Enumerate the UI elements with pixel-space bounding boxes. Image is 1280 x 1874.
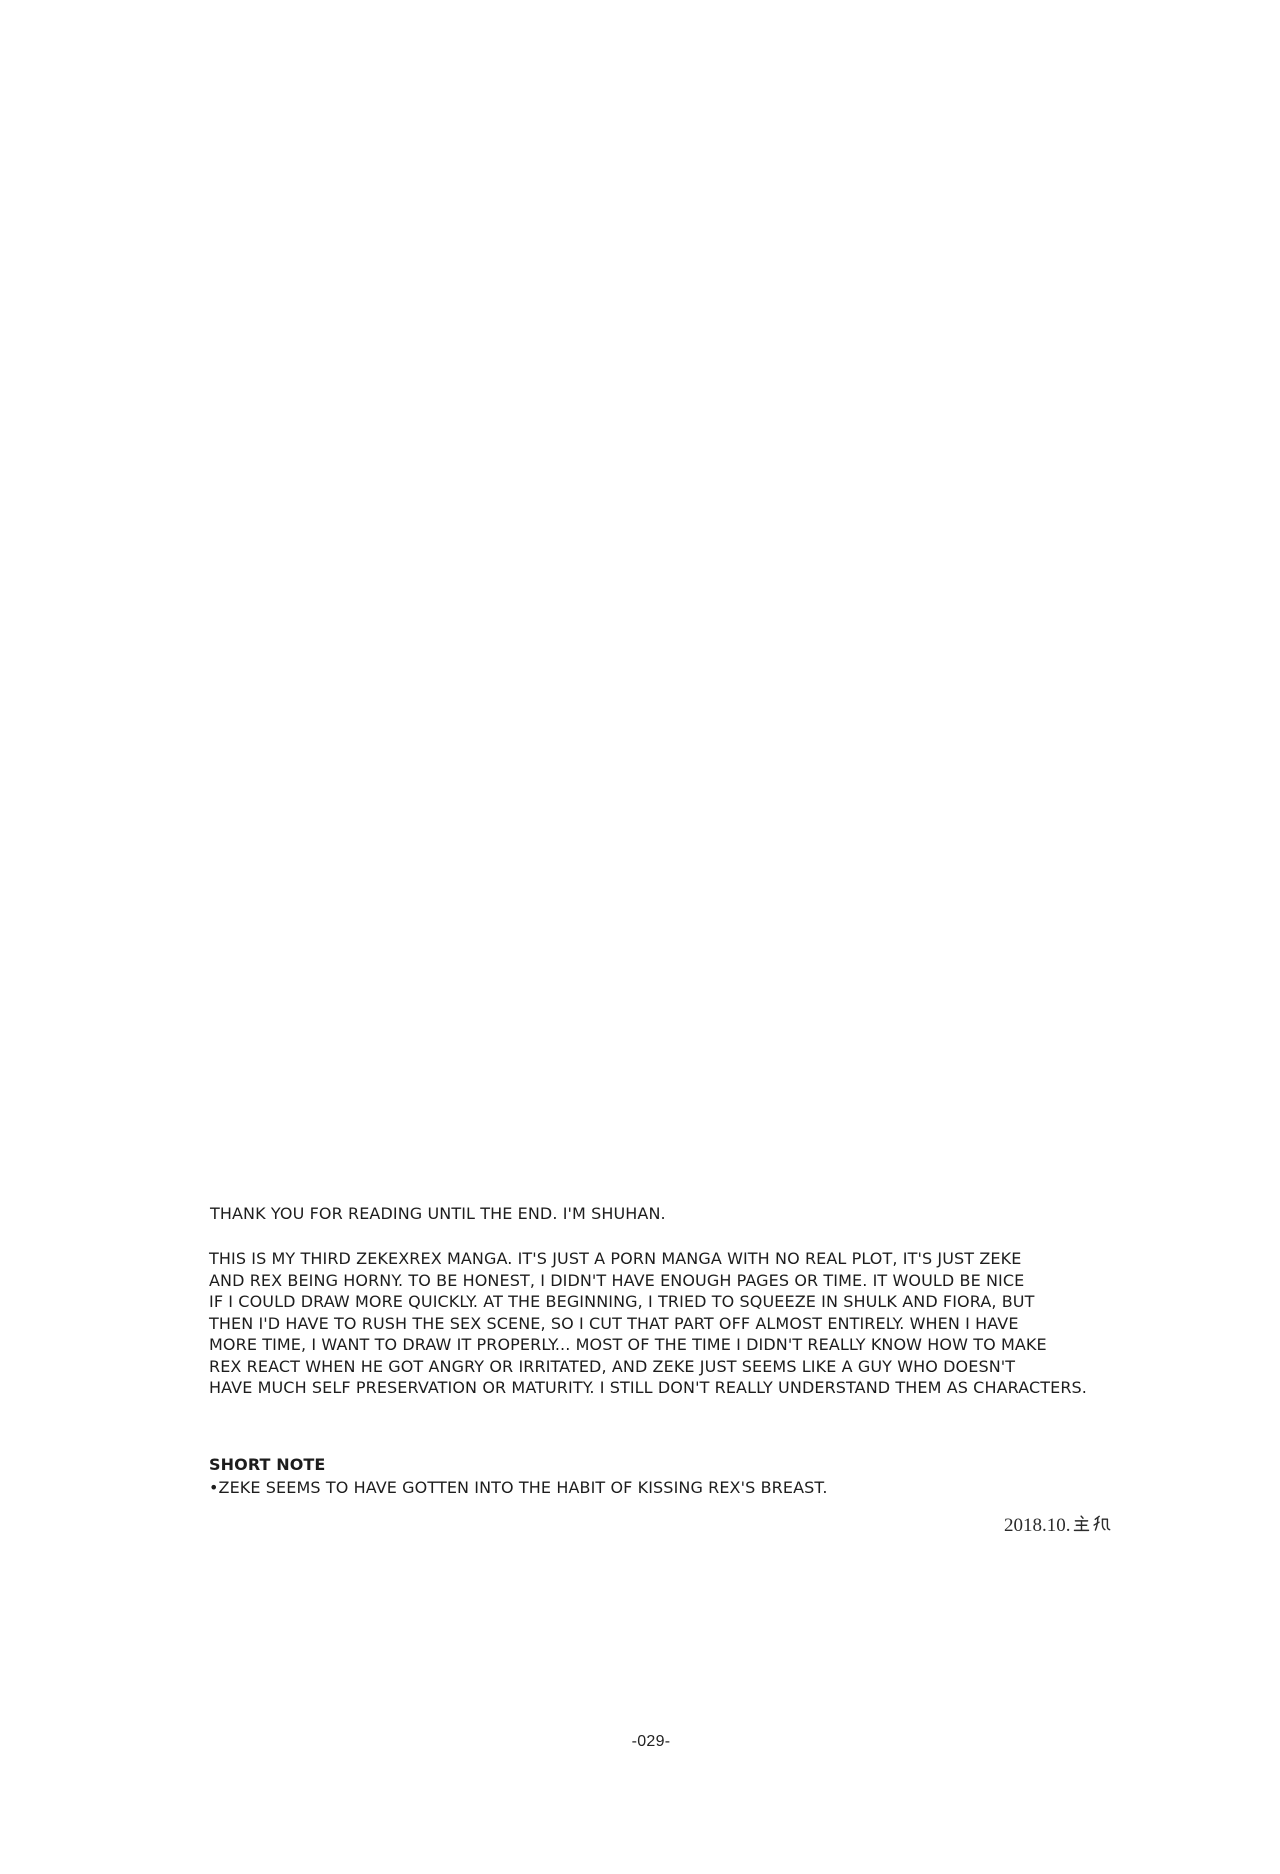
short-note-bullet: •ZEKE SEEMS TO HAVE GOTTEN INTO THE HABIT OF KISSING REX'S BREAST. <box>209 1478 828 1497</box>
date-text: 2018.10. <box>1004 1515 1071 1536</box>
afterword-line: THIS IS MY THIRD ZEKEXREX MANGA. IT'S JUST A PORN MANGA WITH NO REAL PLOT, IT'S JUST ZEKE <box>209 1249 1022 1268</box>
afterword-line: MORE TIME, I WANT TO DRAW IT PROPERLY... MOST OF THE TIME I DIDN'T REALLY KNOW HOW TO MAKE <box>209 1335 1047 1354</box>
thanks-line: THANK YOU FOR READING UNTIL THE END. I'M SHUHAN. <box>210 1204 666 1223</box>
page-number: -029- <box>631 1733 671 1750</box>
afterword-line: HAVE MUCH SELF PRESERVATION OR MATURITY. I STILL DON'T REALLY UNDERSTAND THEM AS CHARACTERS. <box>209 1378 1087 1397</box>
afterword-line: REX REACT WHEN HE GOT ANGRY OR IRRITATED, AND ZEKE JUST SEEMS LIKE A GUY WHO DOESN'T <box>209 1356 1016 1376</box>
kanji-shu-glyph <box>1072 1515 1091 1534</box>
afterword-line: AND REX BEING HORNY. TO BE HONEST, I DIDN'T HAVE ENOUGH PAGES OR TIME. IT WOULD BE NICE <box>209 1270 1025 1290</box>
short-note-block <box>209 1453 828 1499</box>
afterword-line: IF I COULD DRAW MORE QUICKLY. AT THE BEGINNING, I TRIED TO SQUEEZE IN SHULK AND FIORA, BUT <box>209 1292 1035 1311</box>
date-signature <box>1004 1513 1111 1539</box>
short-note-heading: SHORT NOTE <box>209 1455 326 1474</box>
afterword-line: THEN I'D HAVE TO RUSH THE SEX SCENE, SO I CUT THAT PART OFF ALMOST ENTIRELY. WHEN I HAVE <box>209 1313 1019 1333</box>
afterword-paragraph <box>209 1248 1087 1399</box>
kanji-han-glyph <box>1092 1515 1111 1534</box>
